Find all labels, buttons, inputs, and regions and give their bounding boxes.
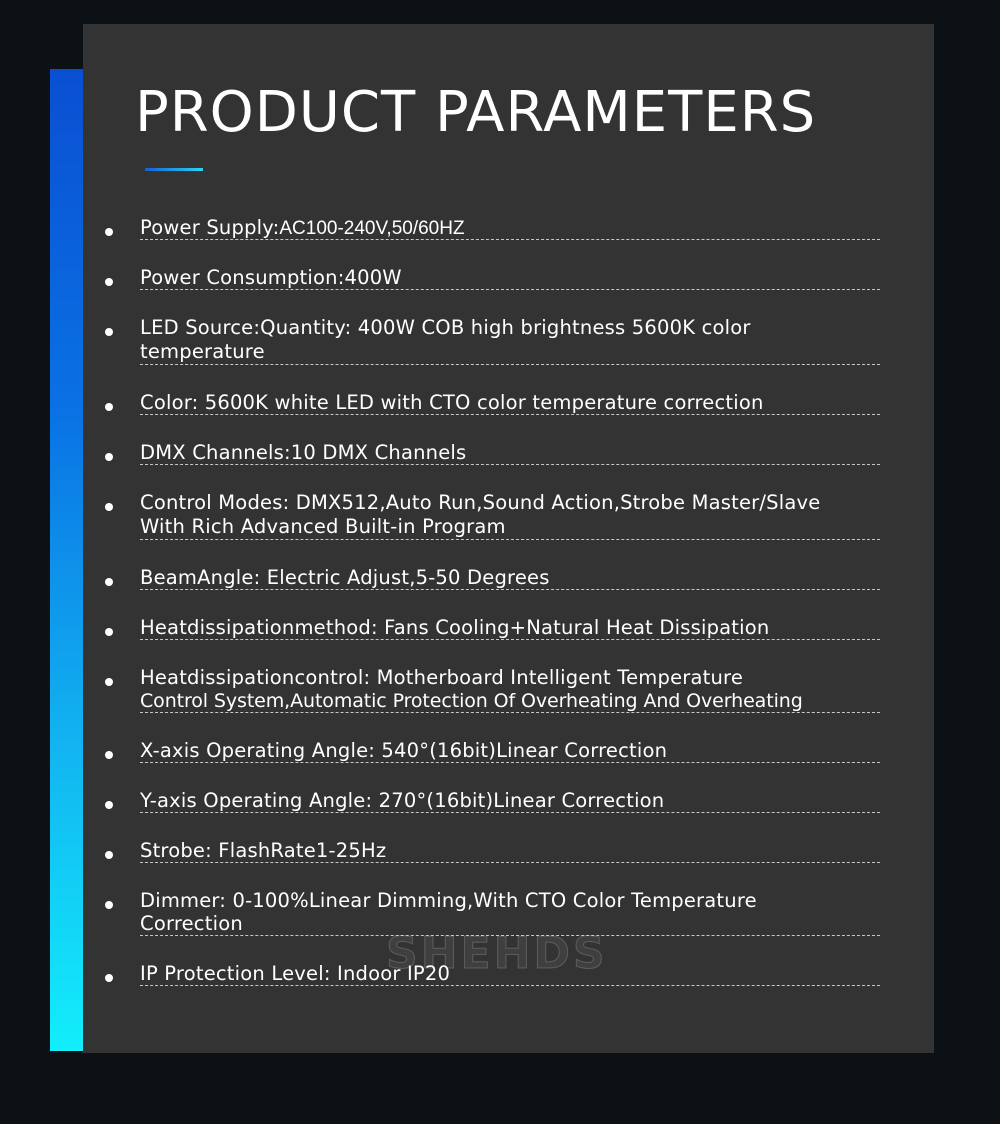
bullet-icon	[105, 453, 113, 461]
param-line: Power Consumption:400W	[140, 266, 402, 289]
param-line: Control Modes: DMX512,Auto Run,Sound Action,Strobe Master/Slave	[140, 491, 821, 514]
param-text	[140, 789, 664, 813]
dashed-divider	[140, 239, 880, 240]
page-title: PRODUCT PARAMETERS	[135, 80, 817, 145]
param-text	[140, 839, 386, 863]
param-line: Strobe: FlashRate1-25Hz	[140, 839, 387, 862]
param-text	[140, 666, 803, 713]
bullet-icon	[105, 901, 113, 909]
bullet-icon	[105, 403, 113, 411]
param-line: Heatdissipationcontrol: Motherboard Intelligent Temperature	[140, 666, 744, 689]
bullet-icon	[105, 678, 113, 686]
param-text	[140, 391, 764, 415]
param-line: Heatdissipationmethod: Fans Cooling+Natural Heat Dissipation	[140, 616, 770, 639]
param-text	[140, 441, 466, 465]
param-line: Correction	[140, 912, 243, 935]
param-line: Dimmer: 0-100%Linear Dimming,With CTO Color Temperature	[140, 889, 757, 912]
param-line: IP Protection Level: Indoor IP20	[140, 962, 451, 985]
bullet-icon	[105, 228, 113, 236]
brand-watermark: SHEHDS	[386, 928, 608, 979]
param-line: LED Source:Quantity: 400W COB high brightness 5600K color	[140, 316, 751, 339]
bullet-icon	[105, 503, 113, 511]
param-line: Control System,Automatic Protection Of Overheating And Overheating	[140, 690, 803, 712]
bullet-icon	[105, 278, 113, 286]
param-text	[140, 316, 751, 364]
param-text	[140, 266, 402, 290]
bullet-icon	[105, 751, 113, 759]
param-line: temperature	[140, 340, 265, 363]
dashed-divider	[140, 414, 880, 415]
dashed-divider	[140, 985, 880, 986]
bullet-icon	[105, 628, 113, 636]
dashed-divider	[140, 289, 880, 290]
param-line: With Rich Advanced Built-in Program	[140, 515, 506, 538]
dashed-divider	[140, 712, 880, 713]
bullet-icon	[105, 328, 113, 336]
dashed-divider	[140, 762, 880, 763]
dashed-divider	[140, 639, 880, 640]
param-text	[140, 566, 550, 590]
param-line: Color: 5600K white LED with CTO color temperature correction	[140, 391, 764, 414]
param-line: BeamAngle: Electric Adjust,5-50 Degrees	[140, 566, 550, 589]
param-text	[140, 216, 465, 241]
param-line: DMX Channels:10 DMX Channels	[140, 441, 467, 464]
dashed-divider	[140, 464, 880, 465]
title-underline	[145, 168, 203, 171]
param-text	[140, 739, 667, 763]
dashed-divider	[140, 364, 880, 365]
dashed-divider	[140, 812, 880, 813]
dashed-divider	[140, 539, 880, 540]
bullet-icon	[105, 974, 113, 982]
accent-bar	[50, 69, 83, 1051]
bullet-icon	[105, 801, 113, 809]
param-line: X-axis Operating Angle: 540°(16bit)Linear Correction	[140, 739, 668, 762]
dashed-divider	[140, 862, 880, 863]
bullet-icon	[105, 851, 113, 859]
param-text	[140, 491, 820, 539]
param-line: Y-axis Operating Angle: 270°(16bit)Linear Correction	[140, 789, 665, 812]
param-value: AC100-240V,50/60HZ	[279, 218, 465, 239]
bullet-icon	[105, 578, 113, 586]
dashed-divider	[140, 589, 880, 590]
param-text	[140, 616, 769, 640]
param-label: Power Supply:	[140, 216, 280, 239]
